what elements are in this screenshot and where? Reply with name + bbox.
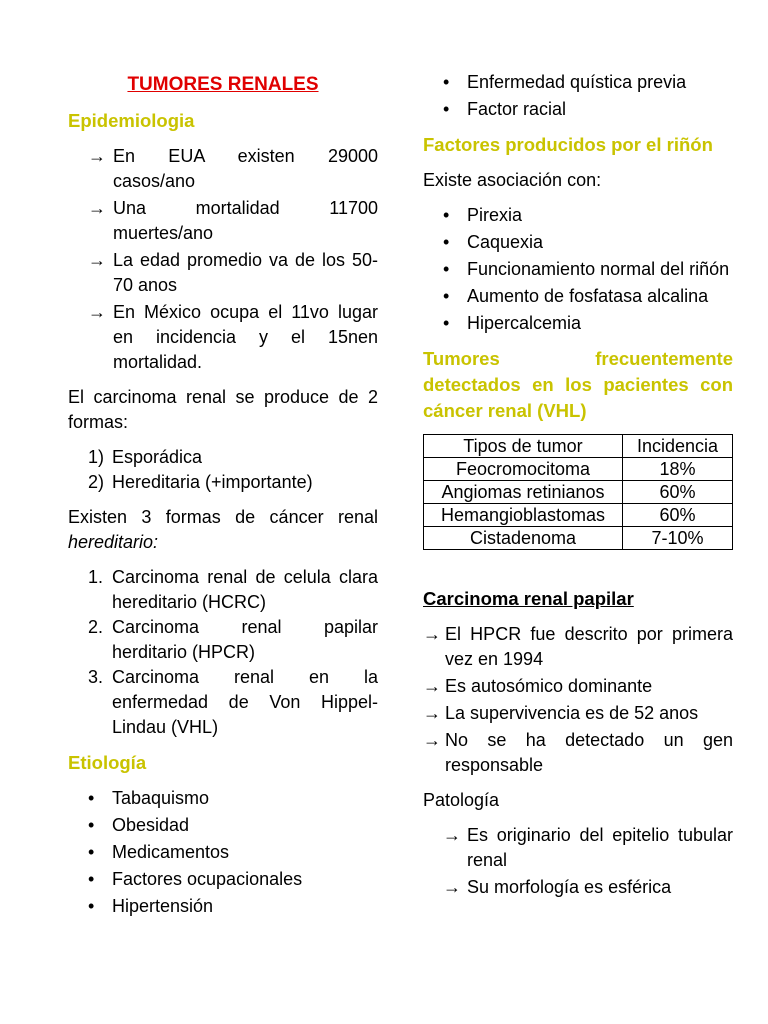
list-item: • Pirexia bbox=[423, 203, 733, 228]
bullet-icon: • bbox=[443, 99, 450, 119]
list-item: • Caquexia bbox=[423, 230, 733, 255]
list-item: → No se ha detectado un gen responsable bbox=[423, 730, 733, 775]
bullet-icon: • bbox=[88, 869, 95, 889]
list-item: → La supervivencia es de 52 anos bbox=[423, 701, 733, 726]
table-cell: Feocromocitoma bbox=[424, 458, 623, 481]
table-header: Incidencia bbox=[623, 435, 733, 458]
bullet-icon: • bbox=[443, 286, 450, 306]
arrow-icon: → bbox=[423, 730, 441, 750]
list-item: 1) Esporádica bbox=[88, 447, 203, 467]
bullet-icon: • bbox=[443, 313, 450, 333]
arrow-icon: → bbox=[423, 703, 441, 723]
bullet-icon: • bbox=[88, 815, 95, 835]
table-row bbox=[424, 481, 733, 504]
factores-heading: Factores producidos por el riñón bbox=[423, 134, 713, 155]
table-cell: 18% bbox=[623, 458, 733, 481]
epidemiologia-heading: Epidemiologia bbox=[68, 110, 195, 131]
epidemiologia-list bbox=[68, 144, 378, 375]
arrow-icon: → bbox=[443, 825, 461, 845]
etiologia-continued-list bbox=[423, 70, 733, 122]
list-item: → La edad promedio va de los 50-70 anos bbox=[88, 250, 378, 295]
table-row bbox=[424, 504, 733, 527]
list-item: → Una mortalidad 11700 muertes/ano bbox=[88, 198, 378, 243]
arrow-icon: → bbox=[88, 250, 106, 270]
tumores-heading: Tumores frecuentemente detectados en los pacientes con cáncer renal (VHL) bbox=[423, 348, 733, 421]
bullet-icon: • bbox=[443, 259, 450, 279]
list-item: • Factor racial bbox=[423, 97, 733, 122]
list-item: • Hipercalcemia bbox=[423, 311, 733, 336]
list-item: → Es originario del epitelio tubular renal bbox=[443, 825, 733, 870]
etiologia-list bbox=[68, 786, 378, 919]
list-item: → El HPCR fue descrito por primera vez en 1994 bbox=[423, 624, 733, 669]
table-row bbox=[424, 458, 733, 481]
arrow-icon: → bbox=[423, 676, 441, 696]
etiologia-heading: Etiología bbox=[68, 752, 147, 773]
list-item: • Tabaquismo bbox=[68, 786, 378, 811]
list-item: → Es autosómico dominante bbox=[423, 674, 733, 699]
tumor-table bbox=[423, 434, 733, 550]
hereditario-list bbox=[68, 565, 378, 740]
table-cell: 60% bbox=[623, 481, 733, 504]
list-item: → En EUA existen 29000 casos/ano bbox=[88, 146, 378, 191]
page-title: TUMORES RENALES bbox=[127, 74, 319, 95]
list-item: • Aumento de fosfatasa alcalina bbox=[423, 284, 733, 309]
carcinoma-paragraph: El carcinoma renal se produce de 2 formas: bbox=[68, 387, 378, 432]
list-item: • Obesidad bbox=[68, 813, 378, 838]
list-item: • Factores ocupacionales bbox=[68, 867, 378, 892]
patologia-text: Patología bbox=[423, 790, 500, 810]
right-column bbox=[423, 70, 733, 910]
list-item: 2) Hereditaria (+importante) bbox=[88, 472, 313, 492]
list-item: 3. Carcinoma renal en la enfermedad de Von Hippel-Lindau (VHL) bbox=[88, 667, 378, 737]
table-cell: Hemangioblastomas bbox=[424, 504, 623, 527]
table-row bbox=[424, 527, 733, 550]
list-item: • Enfermedad quística previa bbox=[423, 70, 733, 95]
arrow-icon: → bbox=[443, 877, 461, 897]
table-cell: 7-10% bbox=[623, 527, 733, 550]
list-item: → En México ocupa el 11vo lugar en incidencia y el 15nen mortalidad. bbox=[88, 302, 378, 372]
table-cell: Angiomas retinianos bbox=[424, 481, 623, 504]
bullet-icon: • bbox=[88, 896, 95, 916]
bullet-icon: • bbox=[443, 205, 450, 225]
list-item: • Medicamentos bbox=[68, 840, 378, 865]
list-item: • Funcionamiento normal del riñón bbox=[423, 257, 733, 282]
list-item: • Hipertensión bbox=[68, 894, 378, 919]
bullet-icon: • bbox=[88, 788, 95, 808]
formas-list bbox=[68, 445, 378, 495]
arrow-icon: → bbox=[88, 302, 106, 322]
patologia-list bbox=[423, 823, 733, 900]
left-column bbox=[68, 70, 378, 929]
table-header: Tipos de tumor bbox=[424, 435, 623, 458]
arrow-icon: → bbox=[88, 146, 106, 166]
table-cell: 60% bbox=[623, 504, 733, 527]
hereditario-paragraph: Existen 3 formas de cáncer renal hereditario: bbox=[68, 507, 378, 552]
bullet-icon: • bbox=[443, 232, 450, 252]
arrow-icon: → bbox=[423, 624, 441, 644]
table-cell: Cistadenoma bbox=[424, 527, 623, 550]
bullet-icon: • bbox=[88, 842, 95, 862]
list-item: 1. Carcinoma renal de celula clara hereditario (HCRC) bbox=[88, 567, 378, 612]
asociacion-text: Existe asociación con: bbox=[423, 170, 602, 190]
arrow-icon: → bbox=[88, 198, 106, 218]
papilar-heading: Carcinoma renal papilar bbox=[423, 588, 634, 609]
list-item: 2. Carcinoma renal papilar herditario (HPCR) bbox=[88, 617, 378, 662]
table-header-row bbox=[424, 435, 733, 458]
asociacion-list bbox=[423, 203, 733, 336]
list-item: → Su morfología es esférica bbox=[423, 875, 733, 900]
bullet-icon: • bbox=[443, 72, 450, 92]
papilar-list bbox=[423, 622, 733, 778]
